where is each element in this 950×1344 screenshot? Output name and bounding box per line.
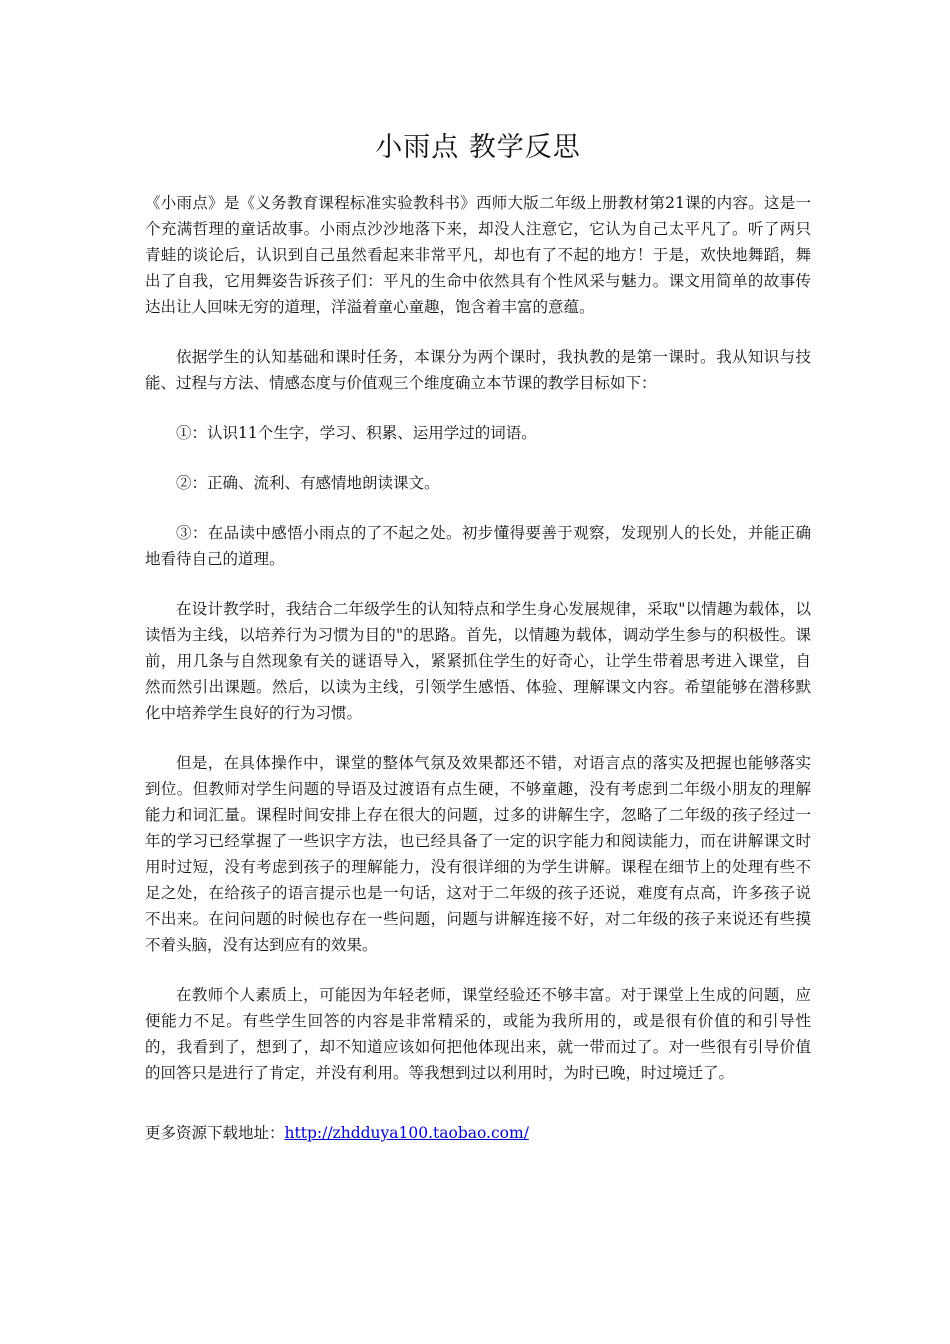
document-title: 小雨点 教学反思 [375,132,581,163]
resource-link[interactable]: http://zhdduya100.taobao.com/ [284,1124,529,1142]
document-page [145,128,811,1146]
paragraph-problems: 但是，在具体操作中，课堂的整体气氛及效果都还不错，对语言点的落实及把握也能够落实到位。但教师对学生问题的导语及过渡语有点生硬，不够童趣，没有考虑到二年级小朋友的理解能力和词汇量。课程时间安排上存在很大的问题，过多的讲解生字，忽略了二年级的孩子经过一年的学习已经掌握了一些识字方法，也已经具备了一定的识字能力和阅读能力，而在讲解课文时用时过短，没有考虑到孩子的理解能力，没有很详细的为学生讲解。课程在细节上的处理有些不足之处，在给孩子的语言提示也是一句话，这对于二年级的孩子还说，难度有点高，许多孩子说不出来。在问问题的时候也存在一些问题，问题与讲解连接不好，对二年级的孩子来说还有些摸不着头脑，没有达到应有的效果。 [145,754,811,954]
objective-item-3: ③：在品读中感悟小雨点的了不起之处。初步懂得要善于观察，发现别人的长处，并能正确地看待自己的道理。 [145,524,811,568]
paragraph-intro: 《小雨点》是《义务教育课程标准实验教科书》西师大版二年级上册教材第21课的内容。这是一个充满哲理的童话故事。小雨点沙沙地落下来，却没人注意它，它认为自己太平凡了。听了两只青蛙的谈论后，认识到自己虽然看起来非常平凡，却也有了不起的地方！于是，欢快地舞蹈，舞出了自我，它用舞姿告诉孩子们：平凡的生命中依然具有个性风采与魅力。课文用简单的故事传达出让人回味无穷的道理，洋溢着童心童趣，饱含着丰富的意蕴。 [145,194,811,316]
paragraph-design: 在设计教学时，我结合二年级学生的认知特点和学生身心发展规律，采取"以情趣为载体，以读悟为主线，以培养行为习惯为目的"的思路。首先，以情趣为载体，调动学生参与的积极性。课前，用几条与自然现象有关的谜语导入，紧紧抓住学生的好奇心，让学生带着思考进入课堂，自然而然引出课题。然后，以读为主线，引领学生感悟、体验、理解课文内容。希望能够在潜移默化中培养学生良好的行为习惯。 [145,600,811,722]
paragraph-personal: 在教师个人素质上，可能因为年轻老师，课堂经验还不够丰富。对于课堂上生成的问题，应便能力不足。有些学生回答的内容是非常精采的，或能为我所用的，或是很有价值的和引导性的，我看到了，想到了，却不知道应该如何把他体现出来，就一带而过了。对一些很有引导价值的回答只是进行了肯定，并没有利用。等我想到过以利用时，为时已晚，时过境迁了。 [145,986,811,1082]
footer-label: 更多资源下载地址： [145,1124,285,1142]
resource-footer [145,1120,811,1146]
objective-item-2: ②：正确、流利、有感情地朗读课文。 [176,474,440,492]
paragraph-objectives-intro: 依据学生的认知基础和课时任务，本课分为两个课时，我执教的是第一课时。我从知识与技能、过程与方法、情感态度与价值观三个维度确立本节课的教学目标如下： [145,348,811,392]
objective-item-1: ①：认识11个生字，学习、积累、运用学过的词语。 [176,424,537,442]
